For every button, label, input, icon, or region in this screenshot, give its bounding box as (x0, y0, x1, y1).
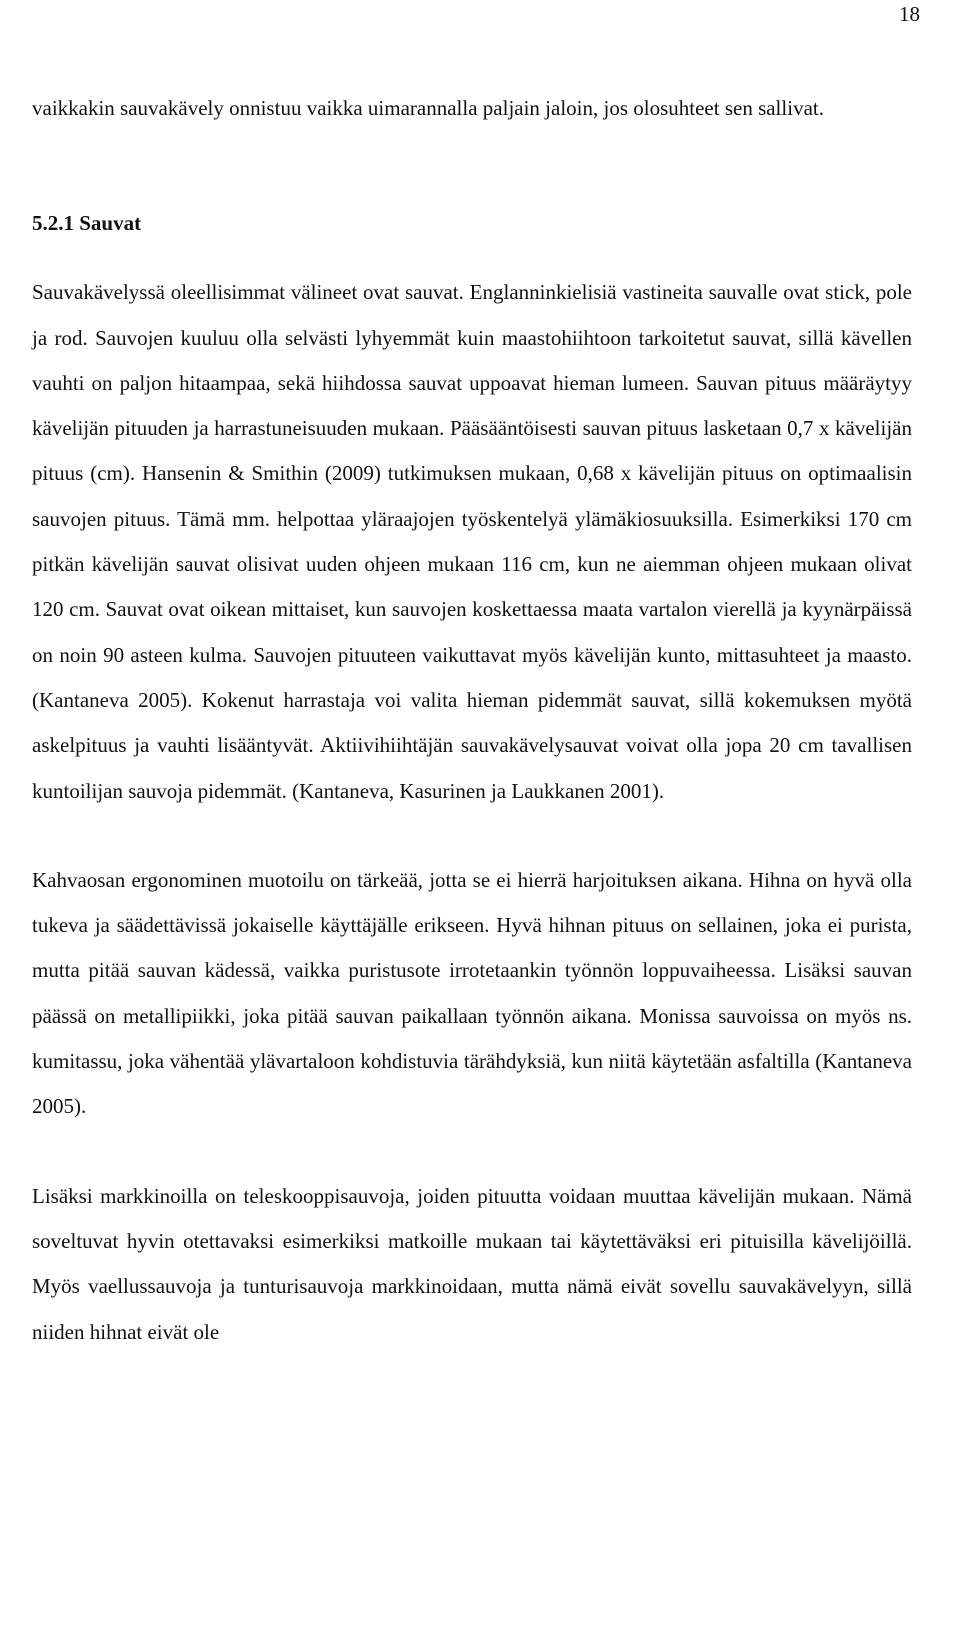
paragraph-kahvaosa: Kahvaosan ergonominen muotoilu on tärkeää, jotta se ei hierrä harjoituksen aikana. Hihna on hyvä olla tukeva ja säädettävissä jokaiselle käyttäjälle erikseen. Hyvä hihnan pituus on sellainen, joka ei purista, mutta pitää sauvan kädessä, vaikka puristusote irrotetaankin työnnön loppuvaiheessa. Lisäksi sauvan päässä on metallipiikki, joka pitää sauvan paikallaan työnnön aikana. Monissa sauvoissa on myös ns. kumitassu, joka vähentää ylävartaloon kohdistuvia tärähdyksiä, kun niitä käytetään asfaltilla (Kantaneva 2005). (32, 867, 912, 1119)
paragraph-sauvat: Sauvakävelyssä oleellisimmat välineet ovat sauvat. Englanninkielisiä vastineita sauvalle ovat stick, pole ja rod. Sauvojen kuuluu olla selvästi lyhyemmät kuin maastohiihtoon tarkoitetut sauvat, sillä kävellen vauhti on paljon hitaampaa, sekä hiihdossa sauvat uppoavat hieman lumeen. Sauvan pituus määräytyy kävelijän pituuden ja harrastuneisuuden mukaan. Pääsääntöisesti sauvan pituus lasketaan 0,7 x kävelijän pituus (cm). Hansenin & Smithin (2009) tutkimuksen mukaan, 0,68 x kävelijän pituus on optimaalisin sauvojen pituus. Tämä mm. helpottaa yläraajojen työskentelyä ylämäkiosuuksilla. Esimerkiksi 170 cm pitkän kävelijän sauvat olisivat uuden ohjeen mukaan 116 cm, kun ne aiemman ohjeen mukaan olivat 120 cm. Sauvat ovat oikean mittaiset, kun sauvojen koskettaessa maata vartalon vierellä ja kyynärpäissä on noin 90 asteen kulma. Sauvojen pituuteen vaikuttavat myös kävelijän kunto, mittasuhteet ja maasto. (Kantaneva 2005). Kokenut harrastaja voi valita hieman pidemmät sauvat, sillä kokemuksen myötä askelpituus ja vauhti lisääntyvät. Aktiivihiihtäjän sauvakävelysauvat voivat olla jopa 20 cm tavallisen kuntoilijan sauvoja pidemmät. (Kantaneva, Kasurinen ja Laukkanen 2001). (32, 280, 912, 803)
page-number: 18 (899, 2, 920, 26)
continuation-paragraph: vaikkakin sauvakävely onnistuu vaikka uimarannalla paljain jaloin, jos olosuhteet sen sallivat. (32, 96, 824, 120)
section-heading: 5.2.1 Sauvat (32, 211, 142, 236)
document-body (32, 86, 912, 1355)
paragraph-teleskooppisauvat: Lisäksi markkinoilla on teleskooppisauvoja, joiden pituutta voidaan muuttaa kävelijän mukaan. Nämä soveltuvat hyvin otettavaksi esimerkiksi matkoille mukaan tai käytettäväksi eri pituisilla kävelijöillä. Myös vaellussauvoja ja tunturisauvoja markkinoidaan, mutta nämä eivät sovellu sauvakävelyyn, sillä niiden hihnat eivät ole (32, 1183, 912, 1344)
